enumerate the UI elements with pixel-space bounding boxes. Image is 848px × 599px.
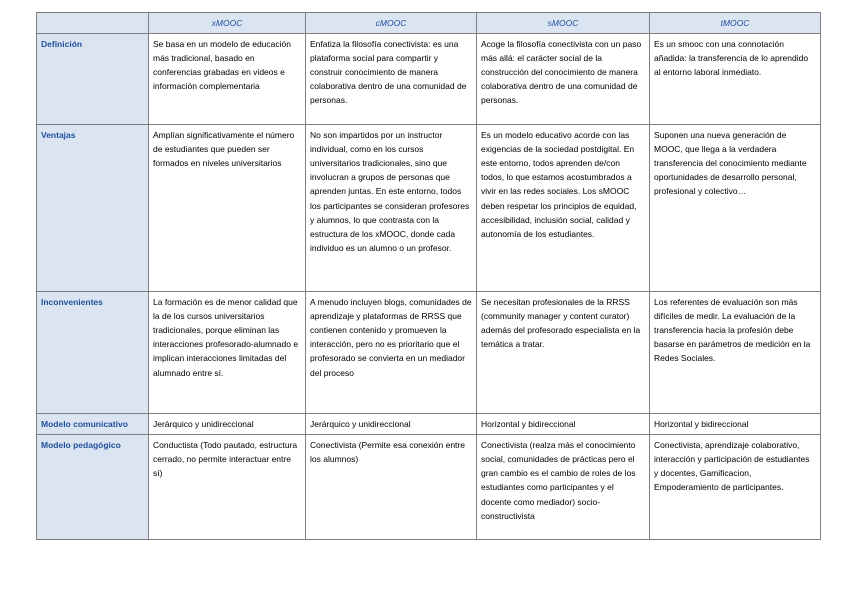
- cell-inconvenientes-xmooc: La formación es de menor calidad que la de los cursos universitarios tradicionales, porque eliminan las interacciones profesorado-alumnado e implican interacciones limitadas del alumnado entre sí.: [149, 292, 306, 414]
- cell-definicion-smooc: Acoge la filosofía conectivista con un paso más allá: el carácter social de la construcción del conocimiento de manera colaborativa dentro de una comunidad de personas.: [477, 34, 650, 125]
- cell-comunicativo-xmooc: Jerárquico y unidireccional: [149, 414, 306, 435]
- table-row-definicion: [37, 34, 821, 125]
- row-header-modelo-comunicativo: Modelo comunicativo: [37, 414, 149, 435]
- row-header-inconvenientes: Inconvenientes: [37, 292, 149, 414]
- column-header-cmooc: cMOOC: [306, 13, 477, 34]
- header-corner-cell: [37, 13, 149, 34]
- cell-pedagogico-xmooc: Conductista (Todo pautado, estructura cerrado, no permite interactuar entre sí): [149, 435, 306, 540]
- cell-definicion-xmooc: Se basa en un modelo de educación más tradicional, basado en conferencias grabadas en videos e información complementaria: [149, 34, 306, 125]
- table-row-modelo-comunicativo: [37, 414, 821, 435]
- mooc-comparison-table: [36, 12, 821, 540]
- cell-comunicativo-tmooc: Horizontal y bidireccional: [650, 414, 821, 435]
- cell-pedagogico-smooc: Conectivista (realza más el conocimiento social, comunidades de prácticas pero el gran cambio es el cambio de roles de los estudiantes como participantes y el docente como mediador) socio-constructivista: [477, 435, 650, 540]
- cell-definicion-tmooc: Es un smooc con una connotación añadida: la transferencia de lo aprendido al entorno laboral inmediato.: [650, 34, 821, 125]
- cell-comunicativo-cmooc: Jerárquico y unidireccional: [306, 414, 477, 435]
- cell-ventajas-cmooc: No son impartidos por un instructor individual, como en los cursos universitarios tradicionales, sino que involucran a grupos de personas que aprenden juntas. En este entorno, todos los participantes se consideran profesores y alumnos, lo que contrasta con la estructura de los xMOOC, donde cada individuo es un alumno o un profesor.: [306, 125, 477, 292]
- table-row-ventajas: [37, 125, 821, 292]
- cell-inconvenientes-cmooc: A menudo incluyen blogs, comunidades de aprendizaje y plataformas de RRSS que contienen contenido y promueven la interacción, pero no es prioritario que el profesorado se convierta en un mediador del proceso: [306, 292, 477, 414]
- cell-ventajas-smooc: Es un modelo educativo acorde con las exigencias de la sociedad postdigital. En este entorno, todos aprenden de/con todos, lo que estamos acostumbrados a vivir en las redes sociales. Los sMOOC deben respetar los principios de equidad, accesibilidad, inclusión social, calidad y autonomía de los estudiantes.: [477, 125, 650, 292]
- column-header-smooc: sMOOC: [477, 13, 650, 34]
- cell-ventajas-tmooc: Suponen una nueva generación de MOOC, que llega a la verdadera transferencia del conocimiento mediante oportunidades de desarrollo personal, profesional y colectivo…: [650, 125, 821, 292]
- row-header-ventajas: Ventajas: [37, 125, 149, 292]
- column-header-tmooc: tMOOC: [650, 13, 821, 34]
- row-header-definicion: Definición: [37, 34, 149, 125]
- cell-pedagogico-cmooc: Conectivista (Permite esa conexión entre los alumnos): [306, 435, 477, 540]
- column-header-xmooc: xMOOC: [149, 13, 306, 34]
- row-header-modelo-pedagogico: Modelo pedagógico: [37, 435, 149, 540]
- cell-ventajas-xmooc: Amplían significativamente el número de estudiantes que pueden ser formados en niveles universitarios: [149, 125, 306, 292]
- cell-pedagogico-tmooc: Conectivista, aprendizaje colaborativo, interacción y participación de estudiantes y docentes, Gamificacion, Empoderamiento de participantes.: [650, 435, 821, 540]
- cell-inconvenientes-smooc: Se necesitan profesionales de la RRSS (community manager y content curator) además del profesorado especialista en la temática a tratar.: [477, 292, 650, 414]
- table-row-modelo-pedagogico: [37, 435, 821, 540]
- cell-definicion-cmooc: Enfatiza la filosofía conectivista: es una plataforma social para compartir y construir conocimiento de manera colaborativa dentro de una comunidad de personas.: [306, 34, 477, 125]
- header-row: [37, 13, 821, 34]
- cell-comunicativo-smooc: Horizontal y bidireccional: [477, 414, 650, 435]
- cell-inconvenientes-tmooc: Los referentes de evaluación son más difíciles de medir. La evaluación de la transferencia hacia la profesión debe basarse en parámetros de medición en la Redes Sociales.: [650, 292, 821, 414]
- table-row-inconvenientes: [37, 292, 821, 414]
